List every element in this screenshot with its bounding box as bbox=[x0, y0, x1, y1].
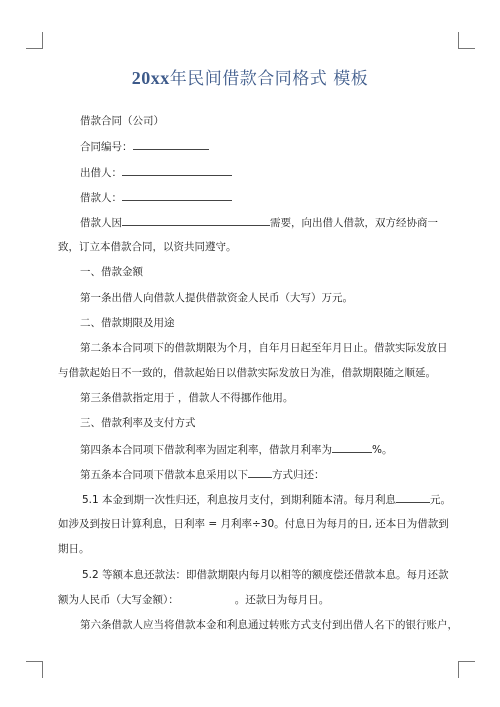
section-heading-interest: 三、借款利率及支付方式 bbox=[80, 417, 196, 429]
purpose-line bbox=[80, 214, 448, 230]
contract-number-field bbox=[80, 138, 448, 154]
lender-label: 出借人： bbox=[80, 167, 122, 179]
clause-4 bbox=[80, 441, 448, 457]
clause-6: 第六条借款人应当将借款本金和利息通过转账方式支付到出借人名下的银行账户， bbox=[80, 619, 458, 631]
title-year: 20xx bbox=[131, 68, 170, 88]
repayment-method-blank[interactable] bbox=[248, 466, 272, 478]
crop-mark-top-left bbox=[26, 32, 43, 49]
clause-4-suffix: %。 bbox=[372, 444, 393, 456]
crop-mark-bottom-right bbox=[458, 661, 475, 678]
clause-2: 第二条本合同项下的借款期限为个月，自年月日起至年月日止。借款实际发放日 bbox=[80, 342, 448, 354]
title-text: 年民间借款合同格式 模板 bbox=[169, 69, 369, 89]
lender-blank[interactable] bbox=[122, 164, 232, 176]
paragraph-line: 致，订立本借款合同，以资共同遵守。 bbox=[58, 241, 237, 253]
clause-5-2-amount-label: 额为人民币（大写金额）： bbox=[58, 594, 179, 606]
clause-5-1-continued: 如涉及到按日计算利息，日利率 = 月利率÷30。付息日为每月的日, 还本日为借款到 bbox=[58, 518, 449, 530]
contract-heading: 借款合同（公司） bbox=[80, 115, 164, 127]
clause-5-2: 5.2 等额本息还款法：即借款期限内每月以相等的额度偿还借款本息。每月还款 bbox=[82, 569, 449, 581]
borrower-field bbox=[80, 189, 448, 205]
crop-mark-top-right bbox=[458, 32, 475, 49]
purpose-suffix: 需要，向出借人借款，双方经协商一 bbox=[270, 217, 438, 229]
clause-5-1-suffix: 元。 bbox=[430, 494, 452, 506]
page-title bbox=[0, 64, 500, 89]
clause-5-2-suffix: 。还款日为每月日。 bbox=[234, 594, 330, 606]
clause-5 bbox=[80, 466, 448, 482]
section-heading-amount: 一、借款金额 bbox=[80, 266, 143, 278]
contract-number-label: 合同编号： bbox=[80, 141, 133, 153]
monthly-interest-blank[interactable] bbox=[396, 491, 430, 503]
purpose-blank[interactable] bbox=[122, 214, 270, 226]
purpose-prefix: 借款人因 bbox=[80, 217, 122, 229]
clause-4-text: 第四条本合同项下借款利率为固定利率，借款月利率为 bbox=[80, 444, 332, 456]
clause-3: 第三条借款指定用于 ，借款人不得挪作他用。 bbox=[80, 392, 294, 404]
section-heading-term: 二、借款期限及用途 bbox=[80, 317, 175, 329]
clause-5-1-text: 5.1 本金到期一次性归还，利息按月支付，到期利随本清。每月利息 bbox=[82, 494, 397, 506]
clause-2-continued: 与借款起始日不一致的，借款起始日以借款实际发放日为准，借款期限随之顺延。 bbox=[58, 367, 436, 379]
clause-5-1-end: 期日。 bbox=[58, 543, 90, 555]
clause-5-1 bbox=[82, 491, 452, 507]
borrower-blank[interactable] bbox=[122, 189, 232, 201]
clause-5-2-continued bbox=[58, 592, 448, 608]
clause-5-suffix: 方式归还： bbox=[272, 469, 325, 481]
monthly-rate-blank[interactable] bbox=[332, 441, 372, 453]
clause-1: 第一条出借人向借款人提供借款资金人民币（大写）万元。 bbox=[80, 292, 353, 304]
lender-field bbox=[80, 164, 448, 180]
borrower-label: 借款人： bbox=[80, 192, 122, 204]
clause-5-text: 第五条本合同项下借款本息采用以下 bbox=[80, 469, 248, 481]
crop-mark-bottom-left bbox=[26, 661, 43, 678]
contract-number-blank[interactable] bbox=[133, 138, 209, 150]
